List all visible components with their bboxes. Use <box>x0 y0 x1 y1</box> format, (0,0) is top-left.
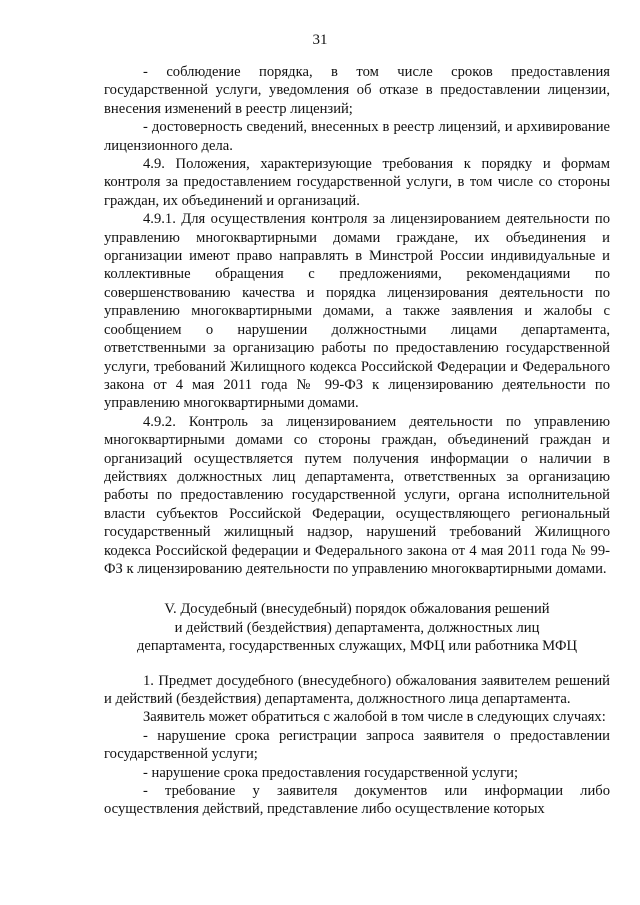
paragraph: 4.9.1. Для осуществления контроля за лицензированием деятельности по управлению многоквартирными домами граждане, их объединения и организации имеют право направлять в Минстрой России индивидуальные и коллективные обращения с предложениями, рекомендациями по совершенствованию качества и порядка лицензирования деятельности по управлению многоквартирными домами, а также заявления и жалобы с сообщением о нарушении должностными лицами департамента, ответственными за организацию работы по предоставлению государственной услуги, требований Жилищного кодекса Российской Федерации и Федерального закона от 4 мая 2011 года № 99-ФЗ к лицензированию деятельности по управлению многоквартирными домами. <box>104 211 610 412</box>
paragraph: - соблюдение порядка, в том числе сроков предоставления государственной услуги, уведомления об отказе в предоставлении лицензии, внесения изменений в реестр лицензий; <box>104 64 610 117</box>
section-heading-line: департамента, государственных служащих, МФЦ или работника МФЦ <box>136 638 578 655</box>
page-number: 31 <box>312 32 328 48</box>
paragraph: 1. Предмет досудебного (внесудебного) обжалования заявителем решений и действий (бездействия) департамента, должностного лица департамента. <box>104 672 610 707</box>
paragraph: 4.9. Положения, характеризующие требования к порядку и формам контроля за предоставлением государственной услуги, в том числе со стороны граждан, их объединений и организаций. <box>104 156 610 209</box>
section-heading-line: и действий (бездействия) департамента, должностных лиц <box>174 619 540 636</box>
paragraph: - требование у заявителя документов или информации либо осуществления действий, представление либо осуществление которых <box>104 783 610 818</box>
document-body <box>104 63 610 819</box>
paragraph: Заявитель может обратиться с жалобой в том числе в следующих случаях: <box>143 709 606 726</box>
paragraph: 4.9.2. Контроль за лицензированием деятельности по управлению многоквартирными домами со стороны граждан, объединений граждан и организаций осуществляется путем получения информации о наличии в действиях должностных лиц департамента, ответственных за организацию работы по предоставлению государственной услуги, органа исполнительной власти субъектов Российской Федерации, осуществляющего региональный государственный жилищный надзор, нарушений требований Жилищного кодекса Российской федерации и Федерального закона от 4 мая 2011 года № 99-ФЗ к лицензированию деятельности по управлению многоквартирными домами. <box>104 413 610 577</box>
paragraph: - нарушение срока регистрации запроса заявителя о предоставлении государственной услуги; <box>104 727 610 763</box>
paragraph: - нарушение срока предоставления государственной услуги; <box>143 764 519 781</box>
section-heading-line: V. Досудебный (внесудебный) порядок обжалования решений <box>164 601 550 618</box>
section-heading <box>104 600 610 655</box>
paragraph: - достоверность сведений, внесенных в реестр лицензий, и архивирование лицензионного дела. <box>104 119 610 154</box>
